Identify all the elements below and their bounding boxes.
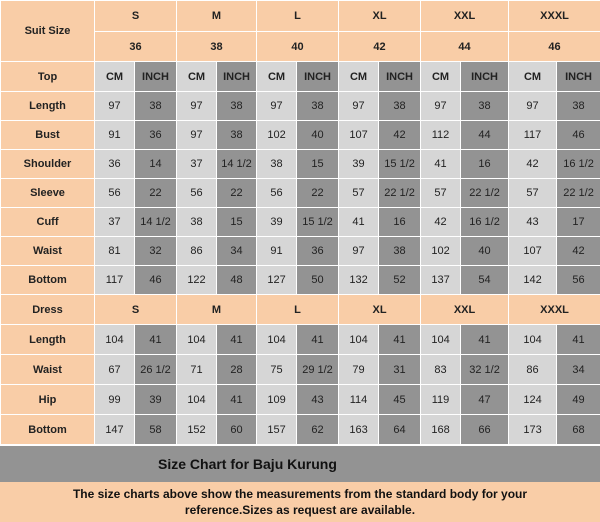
- inch-value: 68: [557, 415, 600, 445]
- cm-value: 36: [95, 150, 135, 179]
- cm-value: 38: [257, 150, 297, 179]
- cm-value: 109: [257, 385, 297, 415]
- cm-value: 117: [95, 266, 135, 295]
- measurement-label: Bust: [1, 121, 95, 150]
- cm-value: 119: [421, 385, 461, 415]
- size-letter: XL: [339, 295, 421, 325]
- cm-value: 39: [339, 150, 379, 179]
- cm-value: 71: [177, 355, 217, 385]
- measurement-label: Length: [1, 92, 95, 121]
- measurement-label: Waist: [1, 355, 95, 385]
- inch-value: 38: [379, 237, 421, 266]
- cm-value: 37: [177, 150, 217, 179]
- top-measure-row: [1, 150, 600, 179]
- inch-value: 22: [135, 179, 177, 208]
- cm-value: 117: [509, 121, 557, 150]
- inch-value: 14: [135, 150, 177, 179]
- inch-value: 54: [461, 266, 509, 295]
- cm-value: 152: [177, 415, 217, 445]
- cm-value: 39: [257, 208, 297, 237]
- inch-value: 28: [217, 355, 257, 385]
- inch-value: 46: [135, 266, 177, 295]
- measurement-label: Hip: [1, 385, 95, 415]
- inch-value: 15 1/2: [297, 208, 339, 237]
- cm-value: 97: [339, 92, 379, 121]
- cm-value: 104: [339, 325, 379, 355]
- cm-value: 57: [509, 179, 557, 208]
- measurement-label: Bottom: [1, 266, 95, 295]
- inch-value: 47: [461, 385, 509, 415]
- cm-value: 107: [339, 121, 379, 150]
- inch-value: 38: [217, 92, 257, 121]
- cm-value: 42: [509, 150, 557, 179]
- inch-value: 41: [297, 325, 339, 355]
- inch-value: 22 1/2: [557, 179, 600, 208]
- cm-value: 86: [177, 237, 217, 266]
- cm-header: CM: [509, 62, 557, 92]
- inch-value: 49: [557, 385, 600, 415]
- inch-value: 16: [461, 150, 509, 179]
- size-number: 42: [339, 32, 421, 62]
- top-section-title: Top: [1, 62, 95, 92]
- inch-value: 41: [557, 325, 600, 355]
- cm-value: 97: [177, 92, 217, 121]
- size-letter: XXL: [421, 295, 509, 325]
- top-measure-row: [1, 237, 600, 266]
- footer-note-line-2: reference.Sizes as request are available.: [184, 503, 416, 517]
- inch-value: 38: [217, 121, 257, 150]
- cm-value: 37: [95, 208, 135, 237]
- inch-value: 41: [217, 385, 257, 415]
- dress-measure-row: [1, 355, 600, 385]
- cm-header: CM: [177, 62, 217, 92]
- inch-value: 34: [217, 237, 257, 266]
- inch-value: 38: [379, 92, 421, 121]
- inch-value: 32 1/2: [461, 355, 509, 385]
- inch-value: 22 1/2: [461, 179, 509, 208]
- dress-measure-row: [1, 415, 600, 445]
- cm-value: 57: [421, 179, 461, 208]
- top-measure-row: [1, 266, 600, 295]
- inch-value: 48: [217, 266, 257, 295]
- size-letter: M: [177, 1, 257, 32]
- size-letter: L: [257, 295, 339, 325]
- cm-value: 107: [509, 237, 557, 266]
- measurement-label: Shoulder: [1, 150, 95, 179]
- inch-value: 15: [217, 208, 257, 237]
- top-unit-row: [1, 62, 600, 92]
- cm-value: 75: [257, 355, 297, 385]
- cm-value: 97: [95, 92, 135, 121]
- cm-value: 104: [421, 325, 461, 355]
- cm-value: 173: [509, 415, 557, 445]
- cm-value: 57: [339, 179, 379, 208]
- cm-value: 157: [257, 415, 297, 445]
- cm-value: 112: [421, 121, 461, 150]
- cm-value: 97: [339, 237, 379, 266]
- inch-value: 42: [379, 121, 421, 150]
- inch-value: 40: [297, 121, 339, 150]
- dress-size-row: [1, 295, 600, 325]
- top-measure-row: [1, 92, 600, 121]
- inch-value: 50: [297, 266, 339, 295]
- inch-value: 40: [461, 237, 509, 266]
- cm-header: CM: [257, 62, 297, 92]
- top-measure-row: [1, 121, 600, 150]
- inch-value: 22 1/2: [379, 179, 421, 208]
- cm-header: CM: [421, 62, 461, 92]
- inch-header: INCH: [297, 62, 339, 92]
- cm-value: 168: [421, 415, 461, 445]
- cm-value: 132: [339, 266, 379, 295]
- inch-value: 66: [461, 415, 509, 445]
- inch-value: 46: [557, 121, 600, 150]
- size-letter: L: [257, 1, 339, 32]
- cm-value: 104: [509, 325, 557, 355]
- inch-value: 45: [379, 385, 421, 415]
- size-letter: M: [177, 295, 257, 325]
- cm-value: 137: [421, 266, 461, 295]
- inch-value: 39: [135, 385, 177, 415]
- dress-measure-row: [1, 325, 600, 355]
- inch-header: INCH: [217, 62, 257, 92]
- cm-value: 97: [257, 92, 297, 121]
- inch-value: 41: [461, 325, 509, 355]
- measurement-label: Bottom: [1, 415, 95, 445]
- cm-value: 86: [509, 355, 557, 385]
- cm-value: 97: [421, 92, 461, 121]
- inch-value: 52: [379, 266, 421, 295]
- size-letter-row: [1, 1, 600, 32]
- size-number: 40: [257, 32, 339, 62]
- inch-value: 22: [217, 179, 257, 208]
- cm-header: CM: [95, 62, 135, 92]
- cm-value: 104: [257, 325, 297, 355]
- cm-value: 91: [257, 237, 297, 266]
- cm-value: 102: [421, 237, 461, 266]
- inch-value: 44: [461, 121, 509, 150]
- size-number: 38: [177, 32, 257, 62]
- dress-measure-row: [1, 385, 600, 415]
- top-measure-row: [1, 179, 600, 208]
- size-letter: S: [95, 1, 177, 32]
- inch-value: 15 1/2: [379, 150, 421, 179]
- inch-value: 58: [135, 415, 177, 445]
- size-letter: XXL: [421, 1, 509, 32]
- chart-title-bar: [0, 446, 600, 482]
- inch-value: 14 1/2: [217, 150, 257, 179]
- size-letter: XXXL: [509, 1, 600, 32]
- cm-value: 127: [257, 266, 297, 295]
- cm-value: 124: [509, 385, 557, 415]
- suit-size-label: Suit Size: [1, 1, 95, 62]
- top-measure-row: [1, 208, 600, 237]
- cm-value: 56: [257, 179, 297, 208]
- inch-value: 38: [557, 92, 600, 121]
- cm-value: 97: [177, 121, 217, 150]
- inch-header: INCH: [379, 62, 421, 92]
- cm-value: 142: [509, 266, 557, 295]
- inch-value: 56: [557, 266, 600, 295]
- inch-value: 38: [461, 92, 509, 121]
- cm-value: 114: [339, 385, 379, 415]
- inch-value: 26 1/2: [135, 355, 177, 385]
- inch-header: INCH: [135, 62, 177, 92]
- inch-value: 16 1/2: [557, 150, 600, 179]
- cm-value: 56: [177, 179, 217, 208]
- cm-value: 91: [95, 121, 135, 150]
- cm-value: 83: [421, 355, 461, 385]
- cm-value: 97: [509, 92, 557, 121]
- inch-value: 34: [557, 355, 600, 385]
- inch-value: 43: [297, 385, 339, 415]
- measurement-label: Waist: [1, 237, 95, 266]
- cm-value: 79: [339, 355, 379, 385]
- inch-value: 41: [379, 325, 421, 355]
- inch-value: 38: [297, 92, 339, 121]
- size-number: 46: [509, 32, 600, 62]
- cm-value: 41: [339, 208, 379, 237]
- inch-value: 42: [557, 237, 600, 266]
- measurement-label: Sleeve: [1, 179, 95, 208]
- inch-value: 62: [297, 415, 339, 445]
- inch-value: 17: [557, 208, 600, 237]
- cm-value: 43: [509, 208, 557, 237]
- cm-value: 104: [177, 325, 217, 355]
- cm-value: 104: [177, 385, 217, 415]
- size-number: 36: [95, 32, 177, 62]
- cm-value: 102: [257, 121, 297, 150]
- dress-section-title: Dress: [1, 295, 95, 325]
- measurement-label: Cuff: [1, 208, 95, 237]
- inch-value: 64: [379, 415, 421, 445]
- footer-note-line-1: The size charts above show the measurements from the standard body for your: [72, 487, 528, 501]
- cm-value: 38: [177, 208, 217, 237]
- inch-value: 31: [379, 355, 421, 385]
- inch-value: 22: [297, 179, 339, 208]
- inch-value: 36: [135, 121, 177, 150]
- cm-header: CM: [339, 62, 379, 92]
- inch-header: INCH: [557, 62, 600, 92]
- cm-value: 56: [95, 179, 135, 208]
- footer-note: [0, 482, 600, 522]
- inch-value: 32: [135, 237, 177, 266]
- inch-value: 38: [135, 92, 177, 121]
- cm-value: 122: [177, 266, 217, 295]
- cm-value: 67: [95, 355, 135, 385]
- measurement-label: Length: [1, 325, 95, 355]
- inch-value: 41: [135, 325, 177, 355]
- cm-value: 147: [95, 415, 135, 445]
- size-letter: XL: [339, 1, 421, 32]
- size-letter: XXXL: [509, 295, 600, 325]
- inch-header: INCH: [461, 62, 509, 92]
- inch-value: 41: [217, 325, 257, 355]
- inch-value: 16: [379, 208, 421, 237]
- chart-title: Size Chart for Baju Kurung: [158, 456, 337, 472]
- inch-value: 16 1/2: [461, 208, 509, 237]
- size-letter: S: [95, 295, 177, 325]
- size-number: 44: [421, 32, 509, 62]
- inch-value: 60: [217, 415, 257, 445]
- inch-value: 36: [297, 237, 339, 266]
- cm-value: 41: [421, 150, 461, 179]
- cm-value: 104: [95, 325, 135, 355]
- inch-value: 14 1/2: [135, 208, 177, 237]
- cm-value: 99: [95, 385, 135, 415]
- cm-value: 42: [421, 208, 461, 237]
- inch-value: 15: [297, 150, 339, 179]
- cm-value: 163: [339, 415, 379, 445]
- cm-value: 81: [95, 237, 135, 266]
- inch-value: 29 1/2: [297, 355, 339, 385]
